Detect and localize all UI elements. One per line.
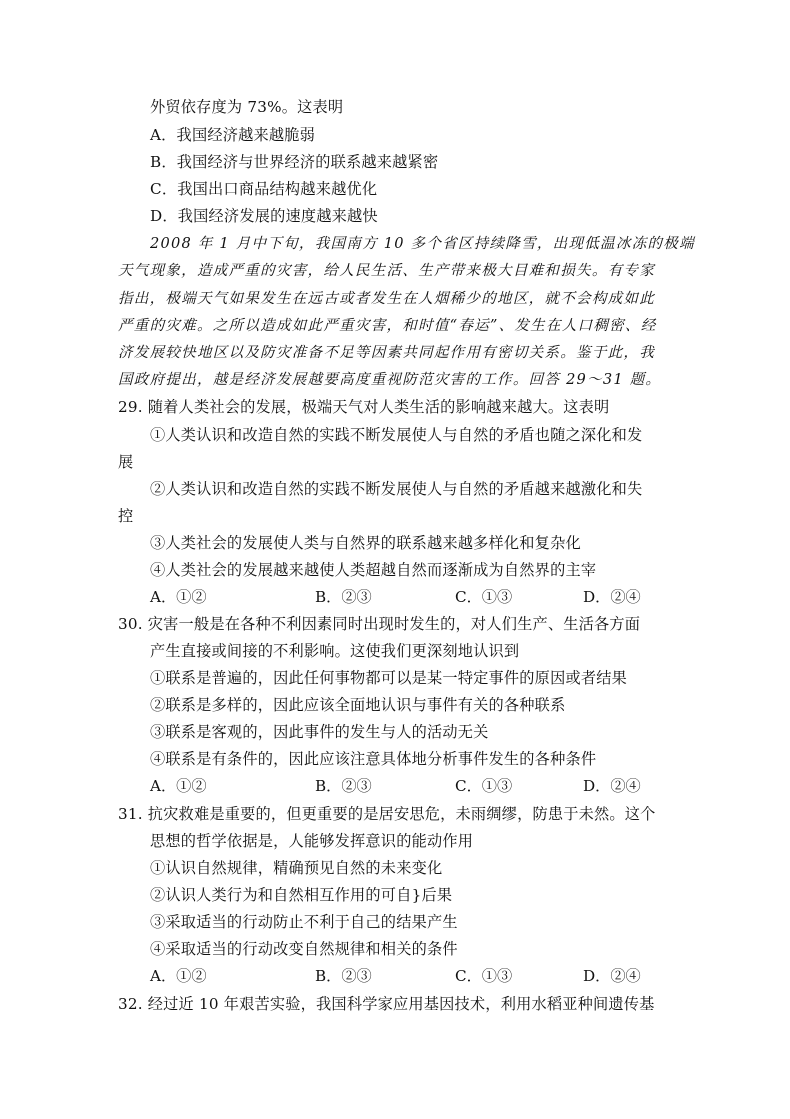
choice-a: A．①② [150, 777, 207, 795]
choice-d: D．②④ [583, 967, 641, 985]
choice-b: B．②③ [315, 777, 372, 795]
choice-a: A．①② [150, 967, 207, 985]
q29-item-2: ②人类认识和改造自然的实践不断发展使人与自然的矛盾越来越激化和失 [150, 480, 643, 498]
q31-item-4: ④采取适当的行动改变自然规律和相关的条件 [150, 940, 458, 958]
q30-item-2: ②联系是多样的，因此应该全面地认识与事件有关的各种联系 [150, 696, 566, 714]
q30-stem: 30. 灾害一般是在各种不利因素同时出现时发生的，对人们生产、生活各方面 [118, 615, 641, 633]
choice-c: C．①③ [455, 588, 513, 606]
q31-choices [0, 966, 790, 986]
q28-option-b: B．我国经济与世界经济的联系越来越紧密 [150, 153, 439, 171]
choice-d: D．②④ [583, 588, 641, 606]
choice-d: D．②④ [583, 777, 641, 795]
q31-item-3: ③采取适当的行动防止不利于自己的结果产生 [150, 913, 458, 931]
q30-stem-cont: 产生直接或间接的不利影响。这使我们更深刻地认识到 [150, 642, 520, 660]
q29-item-3: ③人类社会的发展使人类与自然界的联系越来越多样化和复杂化 [150, 534, 581, 552]
q29-item-1-cont: 展 [118, 453, 134, 471]
q30-item-3: ③联系是客观的，因此事件的发生与人的活动无关 [150, 723, 489, 741]
q28-option-a: A．我国经济越来越脆弱 [150, 126, 316, 144]
q32-stem: 32. 经过近 10 年艰苦实验，我国科学家应用基因技术，利用水稻亚种间遗传基 [118, 995, 655, 1013]
passage-line: 严重的灾难。之所以造成如此严重灾害，和时值“春运”、发生在人口稠密、经 [118, 317, 657, 334]
q30-item-1: ①联系是普遍的，因此任何事物都可以是某一特定事件的原因或者结果 [150, 669, 628, 687]
q29-item-4: ④人类社会的发展越来越使人类超越自然而逐渐成为自然界的主宰 [150, 561, 597, 579]
q30-item-4: ④联系是有条件的，因此应该注意具体地分析事件发生的各种条件 [150, 750, 597, 768]
q29-item-2-cont: 控 [118, 507, 134, 525]
passage-line: 2008 年 1 月中下旬，我国南方 10 多个省区持续降雪，出现低温冰冻的极端 [150, 235, 695, 252]
q29-choices [0, 587, 790, 607]
q29-item-1: ①人类认识和改造自然的实践不断发展使人与自然的矛盾也随之深化和发 [150, 426, 643, 444]
passage-line: 国政府提出，越是经济发展越要高度重视防范灾害的工作。回答 29～31 题。 [118, 371, 662, 388]
q28-stem-tail: 外贸依存度为 73%。这表明 [150, 98, 344, 116]
q31-item-2: ②认识人类行为和自然相互作用的可自}后果 [150, 886, 453, 904]
passage-line: 济发展较快地区以及防灾准备不足等因素共同起作用有密切关系。鉴于此，我 [118, 344, 655, 361]
passage-line: 指出，极端天气如果发生在远古或者发生在人烟稀少的地区，就不会构成如此 [118, 290, 655, 307]
choice-b: B．②③ [315, 588, 372, 606]
q29-stem: 29. 随着人类社会的发展，极端天气对人类生活的影响越来越大。这表明 [118, 398, 610, 416]
q31-stem: 31. 抗灾救难是重要的，但更重要的是居安思危，未雨绸缪，防患于未然。这个 [118, 805, 656, 823]
choice-c: C．①③ [455, 777, 513, 795]
choice-a: A．①② [150, 588, 207, 606]
choice-c: C．①③ [455, 967, 513, 985]
q31-item-1: ①认识自然规律，精确预见自然的未来变化 [150, 859, 443, 877]
passage-line: 天气现象，造成严重的灾害，给人民生活、生产带来极大目难和损失。有专家 [118, 262, 655, 279]
choice-b: B．②③ [315, 967, 372, 985]
q28-option-c: C．我国出口商品结构越来越优化 [150, 180, 378, 198]
q31-stem-cont: 思想的哲学依据是，人能够发挥意识的能动作用 [150, 832, 474, 850]
q28-option-d: D．我国经济发展的速度越来越快 [150, 207, 378, 225]
q30-choices [0, 776, 790, 796]
